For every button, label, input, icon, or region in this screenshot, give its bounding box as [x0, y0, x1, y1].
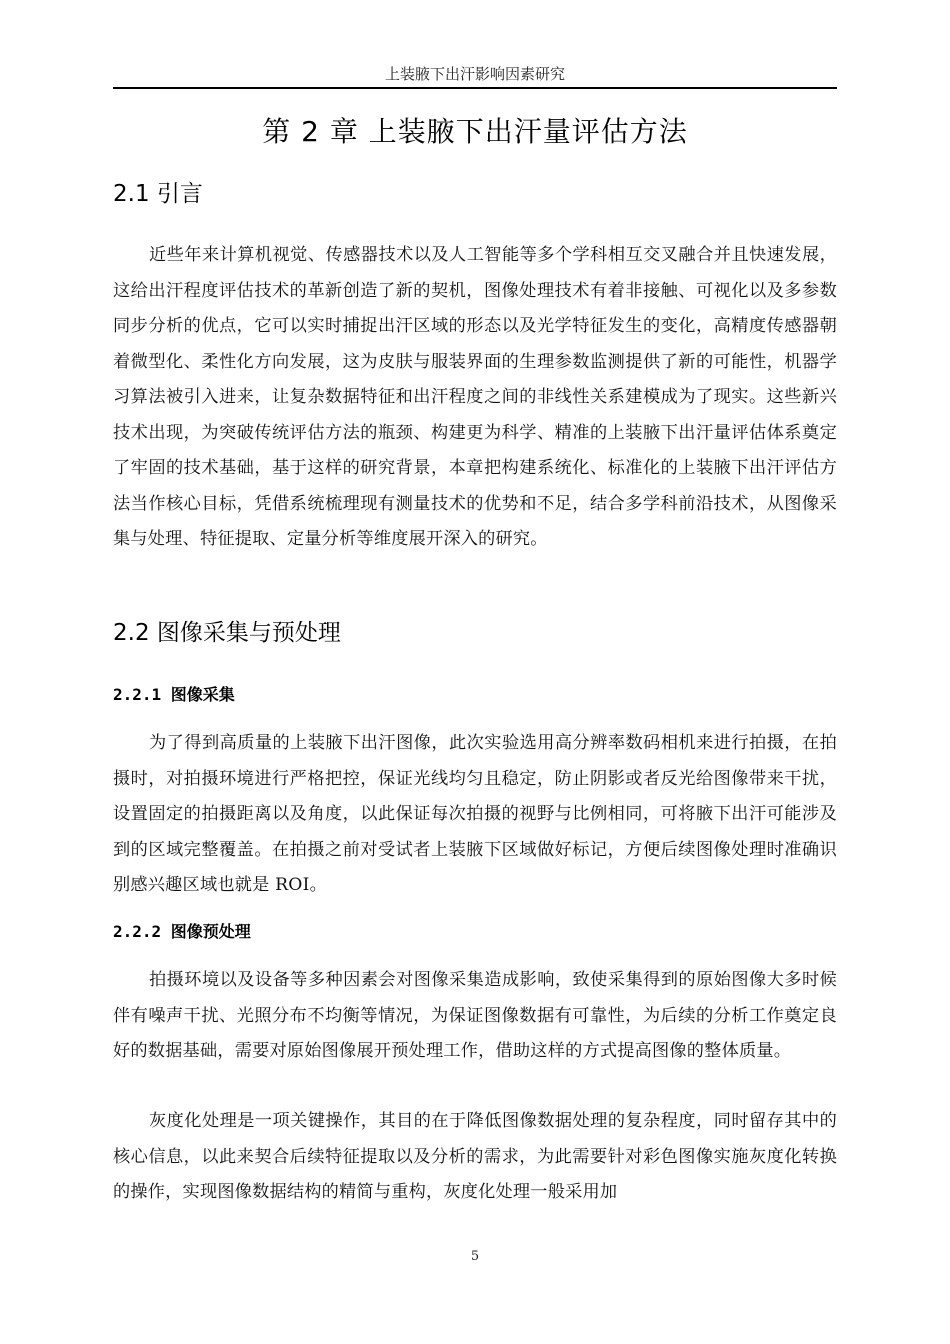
subsection-heading-2-2-1: 2.2.1 图像采集 — [113, 685, 235, 704]
section-heading-2-2: 2.2 图像采集与预处理 — [113, 620, 341, 646]
preprocessing-paragraph-2: 灰度化处理是一项关键操作，其目的在于降低图像数据处理的复杂程度，同时留存其中的核心信息，以此来契合后续特征提取以及分析的需求，为此需要针对彩色图像实施灰度化转换的操作，实现图像数据结构的精简与重构，灰度化处理一般采用加 — [113, 1111, 837, 1202]
preprocessing-paragraph-1: 拍摄环境以及设备等多种因素会对图像采集造成影响，致使采集得到的原始图像大多时候伴有噪声干扰、光照分布不均衡等情况，为保证图像数据有可靠性，为后续的分析工作奠定良好的数据基础，需要对原始图像展开预处理工作，借助这样的方式提高图像的整体质量。 — [113, 970, 837, 1061]
header-rule — [113, 87, 837, 89]
page-number: 5 — [470, 1249, 480, 1264]
subsection-heading-2-2-2: 2.2.2 图像预处理 — [113, 922, 251, 941]
chapter-title: 第 2 章 上装腋下出汗量评估方法 — [262, 115, 688, 148]
intro-paragraph: 近些年来计算机视觉、传感器技术以及人工智能等多个学科相互交叉融合并且快速发展，这给出汗程度评估技术的革新创造了新的契机，图像处理技术有着非接触、可视化以及多参数同步分析的优点，它可以实时捕捉出汗区域的形态以及光学特征发生的变化，高精度传感器朝着微型化、柔性化方向发展，这为皮肤与服装界面的生理参数监测提供了新的可能性，机器学习算法被引入进来，让复杂数据特征和出汗程度之间的非线性关系建模成为了现实。这些新兴技术出现，为突破传统评估方法的瓶颈、构建更为科学、精准的上装腋下出汗量评估体系奠定了牢固的技术基础，基于这样的研究背景，本章把构建系统化、标准化的上装腋下出汗评估方法当作核心目标，凭借系统梳理现有测量技术的优势和不足，结合多学科前沿技术，从图像采集与处理、特征提取、定量分析等维度展开深入的研究。 — [113, 245, 837, 549]
section-heading-2-1: 2.1 引言 — [113, 181, 203, 207]
image-acquisition-paragraph: 为了得到高质量的上装腋下出汗图像，此次实验选用高分辨率数码相机来进行拍摄，在拍摄时，对拍摄环境进行严格把控，保证光线均匀且稳定，防止阴影或者反光给图像带来干扰，设置固定的拍摄距离以及角度，以此保证每次拍摄的视野与比例相同，可将腋下出汗可能涉及到的区域完整覆盖。在拍摄之前对受试者上装腋下区域做好标记，方便后续图像处理时准确识别感兴趣区域也就是 ROI。 — [113, 733, 837, 895]
running-header: 上装腋下出汗影响因素研究 — [384, 65, 565, 83]
